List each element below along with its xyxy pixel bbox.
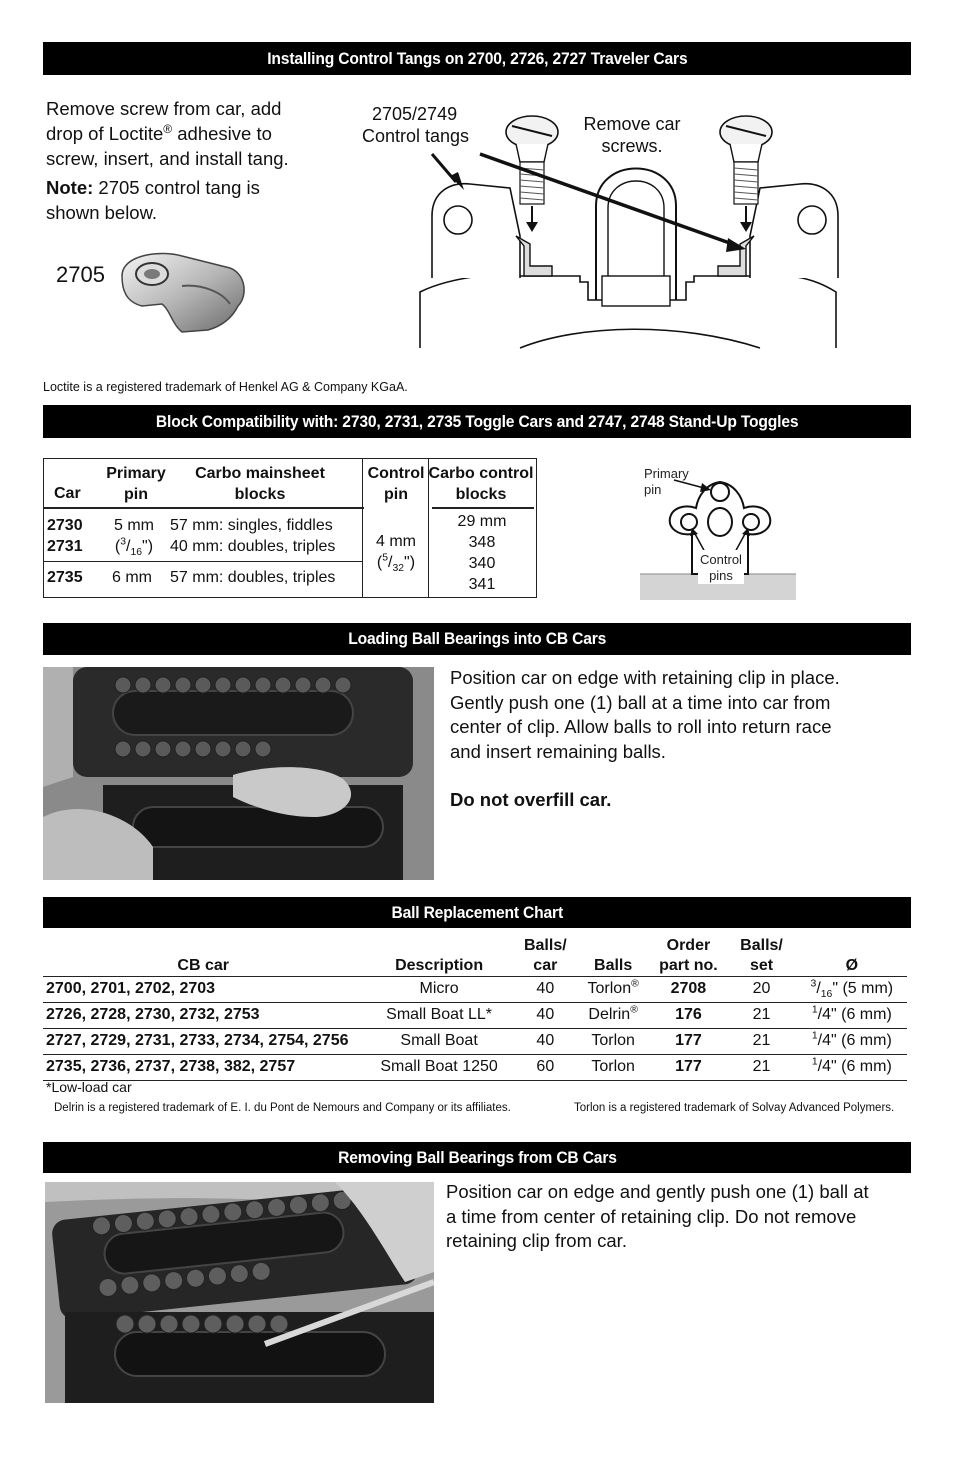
header-primary-pin: Primary pin: [106, 465, 166, 503]
col-divider-1: [362, 459, 363, 597]
loctite-trademark: Loctite is a registered trademark of Henkel AG & Company KGaA.: [43, 380, 408, 394]
section-header-removing-bearings: Removing Ball Bearings from CB Cars: [43, 1142, 911, 1173]
ball-replacement-table: [43, 932, 907, 1081]
part-label-2705: 2705: [56, 262, 105, 287]
instruction-line-3: screw, insert, and install tang.: [46, 148, 289, 169]
header-rule-right: [432, 507, 534, 509]
section-header-block-compatibility: Block Compatibility with: 2730, 2731, 2735 Toggle Cars and 2747, 2748 Stand-Up Toggles: [43, 405, 911, 438]
row-primary-pin-6mm: 6 mm: [112, 569, 152, 586]
header-control-pin: Control pin: [367, 465, 425, 503]
control-tang-diagram: [360, 96, 860, 352]
col-divider-2: [428, 459, 429, 597]
note-line-2: shown below.: [46, 202, 158, 223]
loading-line-2: Gently push one (1) ball at a time into car from: [450, 691, 831, 713]
table-row: 2727, 2729, 2731, 2733, 2734, 2754, 2756 Small Boat 40 Torlon 177 21 $^1$/4" (6 mm): [43, 1028, 907, 1054]
row-primary-pin-5mm: 5 mm $(^3/_{16}")$: [114, 517, 154, 559]
row-car-2735: 2735: [47, 569, 83, 586]
header-balls: Balls: [594, 956, 633, 974]
control-blocks-list: 29 mm 348 340 341: [457, 513, 507, 593]
screws-label-line-2: screws.: [601, 136, 663, 156]
screws-label-line-1: Remove car: [583, 114, 681, 134]
row-rule: [44, 561, 362, 562]
header-carbo-control: Carbo control blocks: [428, 465, 534, 503]
removing-line-2: a time from center of retaining clip. Do not remove: [446, 1205, 857, 1227]
tang-instructions: [46, 96, 346, 225]
loading-instructions: [450, 666, 910, 813]
loading-line-1: Position car on edge with retaining clip in place.: [450, 667, 840, 688]
row-mainsheet-blocks-2: 57 mm: doubles, triples: [170, 569, 336, 586]
overfill-warning: Do not overfill car.: [450, 789, 612, 810]
table-row: 2726, 2728, 2730, 2732, 2753 Small Boat LL* 40 Delrin® 176 21 $^1$/4" (6 mm): [43, 1002, 907, 1028]
loading-line-4: and insert remaining balls.: [450, 740, 666, 762]
torlon-trademark: Torlon is a registered trademark of Solvay Advanced Polymers.: [574, 1102, 895, 1114]
table-row: 2735, 2736, 2737, 2738, 382, 2757 Small Boat 1250 60 Torlon 177 21 $^1$/4" (6 mm): [43, 1054, 907, 1080]
loading-line-3: center of clip. Allow balls to roll into return race: [450, 716, 832, 737]
control-pin-4mm: 4 mm $(^5/_{32}")$: [376, 533, 416, 575]
header-car: Car: [54, 485, 81, 502]
header-description: Description: [395, 956, 484, 974]
control-pins-label-1: Control: [700, 552, 742, 567]
instruction-line-1: Remove screw from car, add: [46, 98, 282, 119]
tangs-label-line-2: Control tangs: [362, 126, 470, 146]
removing-line-3: retaining clip from car.: [446, 1230, 627, 1251]
header-balls-per-car: Balls/ car: [523, 936, 567, 974]
section-header-control-tangs: Installing Control Tangs on 2700, 2726, 2727 Traveler Cars: [43, 42, 911, 75]
primary-pin-label-2: pin: [644, 482, 662, 497]
primary-pin-label-1: Primary: [644, 466, 689, 481]
removing-instructions: [446, 1180, 906, 1254]
header-order-part: Order part no.: [659, 936, 718, 974]
tangs-label-line-1: 2705/2749: [372, 104, 458, 124]
instruction-line-2: drop of Loctite® adhesive to: [46, 121, 272, 144]
table-row: 2700, 2701, 2702, 2703 Micro 40 Torlon® 2708 20 $^3/_{16}$" (5 mm): [43, 976, 907, 1002]
header-balls-per-set: Balls/ set: [740, 936, 783, 974]
row-cars-2730-2731: 2730 2731: [47, 517, 83, 555]
low-load-footnote: *Low-load car: [46, 1079, 132, 1095]
header-rule-left: [44, 507, 364, 509]
control-pins-label-2: pins: [709, 568, 733, 583]
header-diameter: Ø: [845, 956, 859, 974]
note-line-1: Note: 2705 control tang is: [46, 177, 260, 198]
removing-line-1: Position car on edge and gently push one (1) ball at: [446, 1181, 869, 1202]
header-carbo-mainsheet: Carbo mainsheet blocks: [195, 465, 325, 503]
tang-2705-image: [112, 246, 252, 338]
compatibility-table: [43, 458, 537, 598]
section-header-loading-bearings: Loading Ball Bearings into CB Cars: [43, 623, 911, 655]
row-mainsheet-blocks-1: 57 mm: singles, fiddles 40 mm: doubles, triples: [170, 517, 336, 555]
delrin-trademark: Delrin is a registered trademark of E. I. du Pont de Nemours and Company or its affiliates.: [54, 1102, 511, 1114]
loading-bearings-photo: [43, 667, 434, 880]
section-header-ball-chart: Ball Replacement Chart: [43, 897, 911, 928]
removing-bearings-photo: [45, 1182, 434, 1403]
header-cb-car: CB car: [177, 956, 229, 974]
pin-diagram: [640, 458, 800, 600]
